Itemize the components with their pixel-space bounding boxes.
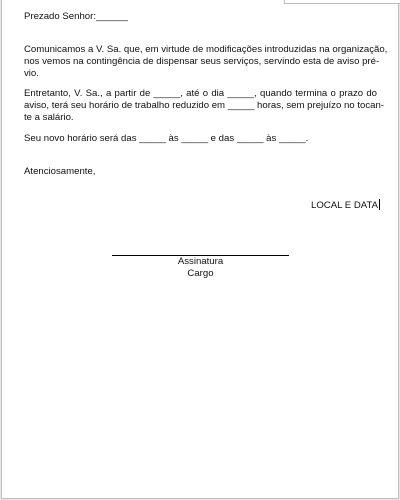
signature-label: Assinatura bbox=[177, 256, 224, 267]
paragraph-line: vio. bbox=[24, 68, 39, 79]
greeting: Prezado Senhor:______ bbox=[24, 11, 129, 22]
closing: Atenciosamente, bbox=[24, 166, 96, 177]
paragraph-line: nos vemos na contingência de dispensar seus serviços, servindo esta de aviso pré- bbox=[24, 56, 380, 67]
document-page bbox=[1, 0, 399, 499]
location-date-text: LOCAL E DATA bbox=[311, 200, 378, 211]
new-schedule: Seu novo horário será das _____ às _____ e das _____ às _____. bbox=[24, 133, 309, 144]
paragraph-line: te a salário. bbox=[24, 112, 74, 123]
paragraph-line: Entretanto, V. Sa., a partir de _____, até o dia _____, quando termina o prazo do bbox=[24, 88, 377, 99]
role-label: Cargo bbox=[187, 268, 214, 279]
text-cursor bbox=[379, 199, 380, 210]
page-tab-edge bbox=[284, 0, 400, 4]
paragraph-line: aviso, terá seu horário de trabalho reduzido em _____ horas, sem prejuízo no tocan- bbox=[24, 100, 384, 111]
paragraph-reduced-hours bbox=[24, 88, 384, 124]
paragraph-line: Comunicamos a V. Sa. que, em virtude de modificações introduzidas na organização, bbox=[24, 44, 388, 55]
paragraph-dismissal bbox=[24, 44, 388, 80]
location-date bbox=[311, 199, 380, 212]
